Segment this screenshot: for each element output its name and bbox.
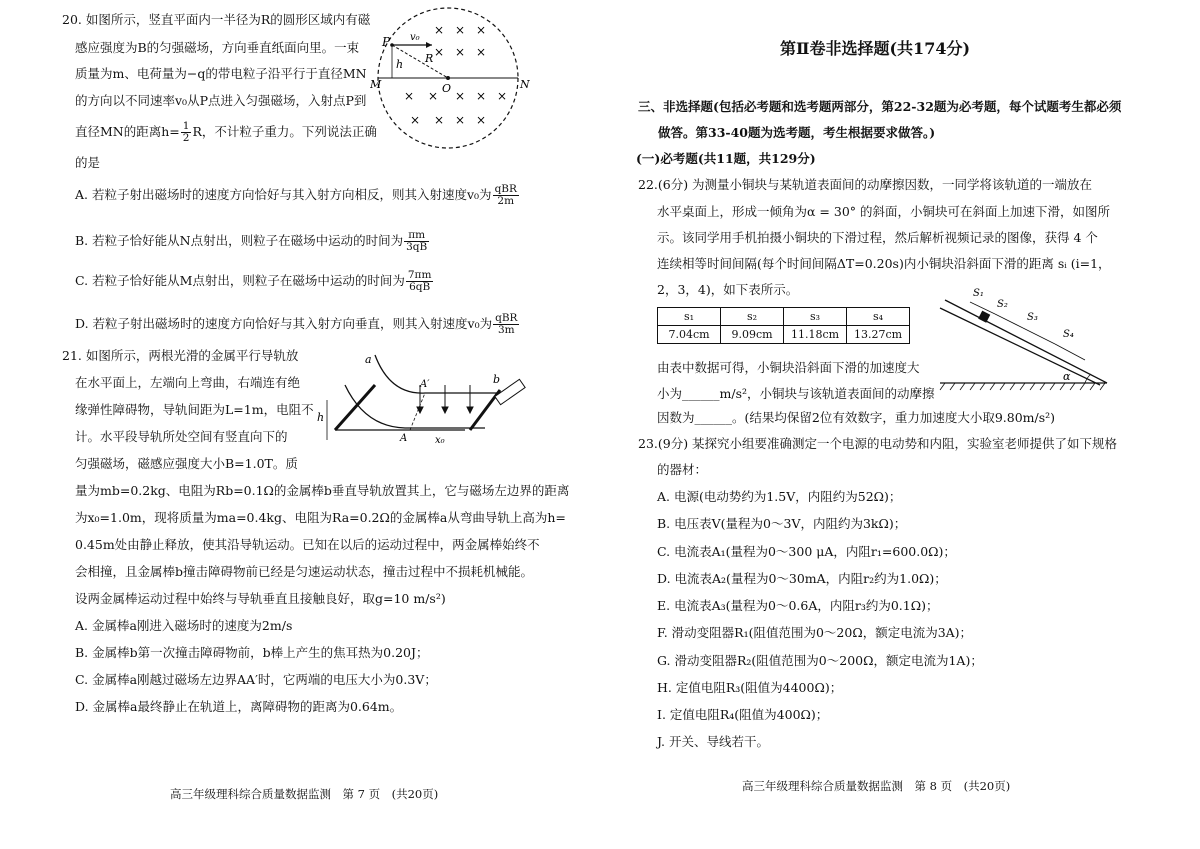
svg-text:×: × [497,89,508,103]
table-header: s₁ [658,308,721,326]
rails-figure [315,345,530,450]
q22-after1: 由表中数据可得，小铜块沿斜面下滑的加速度大 [657,360,920,375]
svg-text:×: × [434,45,445,59]
q20-line5a: 直径MN的距离h= [75,124,180,139]
right-page-footer: 高三年级理科综合质量数据监测 第 8 页 (共20页) [742,779,1011,793]
q21-line2: 在水平面上，左端向上弯曲，右端连有绝 [75,375,301,390]
q20-line3: 质量为m、电荷量为−q的带电粒子沿平行于直径MN [75,66,367,81]
q20-line1: 20. 如图所示，竖直平面内一半径为R的圆形区域内有磁 [62,12,371,27]
svg-text:a: a [365,353,372,366]
q21-line1: 21. 如图所示，两根光滑的金属平行导轨放 [62,348,299,363]
svg-text:×: × [476,89,487,103]
svg-text:S₃: S₃ [1027,312,1038,323]
svg-text:R: R [425,52,434,65]
svg-text:b: b [493,373,501,386]
table-cell: 13.27cm [847,326,910,344]
svg-text:×: × [476,45,487,59]
q23-item: I. 定值电阻R₄(阻值为400Ω)； [657,707,829,722]
svg-text:S₁: S₁ [973,288,984,299]
q20-line6: 的是 [75,155,101,170]
field-boundary-aa [410,393,425,430]
left-page-footer: 高三年级理科综合质量数据监测 第 7 页 (共20页) [170,787,439,801]
section3-line1: 三、非选择题(包括必考题和选考题两部分，第22-32题为必考题，每个试题考生都必须 [638,99,1122,114]
q23-item: C. 电流表A₁(量程为0～300 μA，内阻r₁=600.0Ω)； [657,544,956,559]
q20-option-d: D. 若粒子射出磁场时的速度方向恰好与其入射方向垂直，则其入射速度v₀为 $\frac{\text{qBR}}{3m}$ [75,312,518,336]
q23-item: A. 电源(电动势约为1.5V，内阻约为52Ω)； [657,489,902,504]
svg-text:×: × [476,113,487,127]
svg-text:×: × [428,89,439,103]
center-point [446,76,450,80]
half-fraction: $\frac{1}{2}$ [182,120,190,144]
ground-hatch [940,383,1105,390]
svg-text:A′: A′ [420,379,430,390]
svg-text:×: × [434,23,445,37]
svg-text:h: h [396,58,404,71]
incline-bottom [940,308,1100,385]
q21-option-a: A. 金属棒a刚进入磁场时的速度为2m/s [75,618,293,633]
svg-text:M: M [370,78,382,91]
svg-text:×: × [404,89,415,103]
rail-top [375,355,510,393]
table-header: s₂ [721,308,784,326]
q21-line8: 0.45m处由静止释放，使其沿导轨运动。已知在以后的运动过程中，两金属棒始终不 [75,537,540,552]
svg-text:v₀: v₀ [410,32,420,43]
table-cell: 7.04cm [658,326,721,344]
q21-line4: 计。水平段导轨所处空间有竖直向下的 [75,429,288,444]
q21-line5: 匀强磁场，磁感应强度大小B=1.0T。质 [75,456,298,471]
svg-text:O: O [442,82,452,95]
q22-line5: 2，3，4)，如下表所示。 [657,282,799,297]
q21-option-c: C. 金属棒a刚越过磁场左边界AA′时，它两端的电压大小为0.3V； [75,672,437,687]
q20-line4: 的方向以不同速率v₀从P点进入匀强磁场，入射点P到 [75,93,367,108]
q22-line3: 示。该同学用手机拍摄小铜块的下滑过程，然后解析视频记录的图像，获得 4 个 [657,230,1098,245]
table-cell: 9.09cm [721,326,784,344]
q23-item: H. 定值电阻R₃(阻值为4400Ω)； [657,680,843,695]
q23-line1: 23.(9分) 某探究小组要准确测定一个电源的电动势和内阻，实验室老师提供了如下规格 [638,436,1118,451]
q23-item: G. 滑动变阻器R₂(阻值范围为0～200Ω，额定电流为1A)； [657,653,983,668]
section3-line2: 做答。第33-40题为选考题，考生根据要求做答。) [658,125,936,140]
q21-option-d: D. 金属棒a最终静止在轨道上，离障碍物的距离为0.64m。 [75,699,403,714]
q22-after3: 因数为______。(结果均保留2位有效数字，重力加速度大小取9.80m/s²) [657,410,1056,425]
incline-top [945,300,1107,383]
distance-table [657,307,910,344]
table-header: s₃ [784,308,847,326]
q22-line2: 水平桌面上，形成一倾角为α = 30° 的斜面，小铜块可在斜面上加速下滑，如图所 [657,204,1110,219]
svg-text:×: × [455,113,466,127]
svg-text:S₂: S₂ [997,299,1008,310]
required-heading: (一)必考题(共11题，共129分) [636,151,816,166]
rod-a [335,385,375,430]
svg-text:×: × [455,45,466,59]
right-page [600,0,1200,849]
svg-text:×: × [476,23,487,37]
svg-text:N: N [520,78,530,91]
table-header: s₄ [847,308,910,326]
q23-item: J. 开关、导线若干。 [657,734,769,749]
svg-text:h: h [317,411,325,424]
copper-block [978,311,990,323]
q21-line9: 会相撞，且金属棒b撞击障碍物前已经是匀速运动状态，撞击过程中不损耗机械能。 [75,564,534,579]
magnetic-field-circle-figure [370,0,540,160]
svg-text:×: × [410,113,421,127]
q22-after2: 小为______m/s²，小铜块与该轨道表面间的动摩擦 [657,386,935,401]
q23-item: B. 电压表V(量程为0～3V，内阻约为3kΩ)； [657,516,907,531]
q23-line2: 的器材： [657,462,708,477]
svg-text:×: × [455,23,466,37]
svg-text:S₄: S₄ [1063,329,1074,340]
q22-line1: 22.(6分) 为测量小铜块与某轨道表面间的动摩擦因数，一同学将该轨道的一端放在 [638,177,1093,192]
svg-text:P: P [382,35,391,49]
svg-text:x₀: x₀ [435,435,445,446]
q20-line5b: R，不计粒子重力。下列说法正确 [192,124,377,139]
section-title: 第Ⅱ卷非选择题(共174分) [780,39,971,58]
q20-line2: 感应强度为B的匀强磁场，方向垂直纸面向里。一束 [75,40,360,55]
q21-line3: 缘弹性障碍物，导轨间距为L=1m，电阻不 [75,402,314,417]
q23-item: D. 电流表A₂(量程为0～30mA，内阻r₂约为1.0Ω)； [657,571,947,586]
q20-option-b: B. 若粒子恰好能从N点射出，则粒子在磁场中运动的时间为 $\frac{\pi m}{3qB}$ [75,229,428,253]
q21-line7: 为x₀=1.0m，现将质量为ma=0.4kg、电阻为Ra=0.2Ω的金属棒a从弯曲导轨上高为h= [75,510,566,525]
rail-back [345,385,485,428]
q21-option-b: B. 金属棒b第一次撞击障碍物前，b棒上产生的焦耳热为0.20J； [75,645,429,660]
incline-figure [935,280,1115,395]
svg-text:α: α [1063,370,1071,383]
svg-text:×: × [455,89,466,103]
q20-option-a: A. 若粒子射出磁场时的速度方向恰好与其入射方向相反，则其入射速度v₀为 $\frac{\text{qBR}}{2m}$ [75,183,517,207]
q23-item: E. 电流表A₃(量程为0～0.6A，内阻r₃约为0.1Ω)； [657,598,939,613]
q23-item: F. 滑动变阻器R₁(阻值范围为0～20Ω，额定电流为3A)； [657,625,973,640]
table-cell: 11.18cm [784,326,847,344]
svg-text:×: × [434,113,445,127]
svg-text:A: A [400,433,408,444]
q20-option-c: C. 若粒子恰好能从M点射出，则粒子在磁场中运动的时间为 $\frac{7\pi m}{6qB}$ [75,269,432,293]
q21-line6: 量为mb=0.2kg、电阻为Rb=0.1Ω的金属棒b垂直导轨放置其上，它与磁场左边界的距离 [75,483,570,498]
q20-line5 [75,121,377,144]
q22-line4: 连续相等时间间隔(每个时间间隔ΔT=0.20s)内小铜块沿斜面下滑的距离 sᵢ (i=1， [657,256,1111,271]
q21-line10: 设两金属棒运动过程中始终与导轨垂直且接触良好，取g=10 m/s²) [75,591,446,606]
